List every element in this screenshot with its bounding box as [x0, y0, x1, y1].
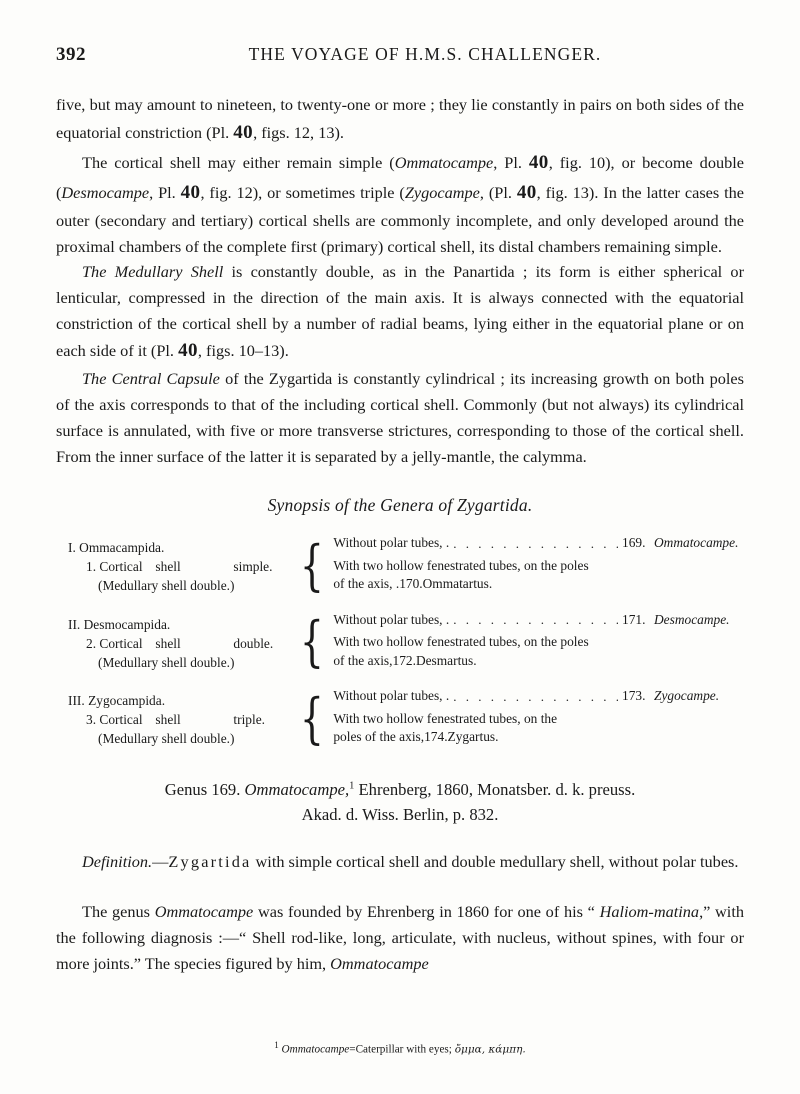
genus-name: Ommatocampe, — [244, 779, 350, 799]
p2-plate-3: 40 — [516, 181, 537, 203]
synopsis-subentry — [62, 557, 294, 576]
page-number: 392 — [56, 44, 86, 65]
synopsis-row — [333, 557, 738, 594]
synopsis-row-number: 171. — [622, 611, 646, 627]
synopsis-row-number: 174. — [424, 729, 448, 745]
synopsis-group-label — [62, 534, 294, 598]
p2-a: The cortical shell may either remain simple ( — [82, 152, 395, 172]
synopsis-sub-b: shell — [155, 559, 181, 575]
synopsis-row-ref — [622, 611, 738, 630]
leader-dots — [453, 616, 618, 629]
p1-text-b: , figs. 12, 13). — [253, 122, 344, 142]
genus-citation: Ehrenberg, 1860, Monatsber. d. k. preuss. — [354, 779, 636, 799]
p3-a: is constantly double, as in the Panartida ; its form is either spherical or lenticular, compressed in the direction of the main axis. It is always connected with the equatorial constriction of the cortical shell by a number of radial beams, lying either in the equatorial plane or on each side of it (Pl. — [56, 262, 744, 361]
synopsis-sub-c: triple. — [233, 712, 266, 728]
p1-plate-number: 40 — [233, 121, 254, 143]
p3-b: , figs. 10–13). — [197, 341, 289, 361]
curly-brace-icon: { — [299, 610, 324, 674]
synopsis-row-ref — [424, 728, 498, 747]
p4-a: of the Zygartida is constantly cylindrical ; its increasing growth on both poles of the axis corresponds to that of the including cortical shell. Commonly (but not always) its cylindrical surface is annulated, with five or more transverse strictures, corresponding to those of the cortical shell. From the inner surface of the latter it is separated by a jelly-mantle, the calymma. — [56, 369, 744, 466]
synopsis-row-ref — [399, 575, 492, 594]
synopsis-row-text: With two hollow fenestrated tubes, on the poles — [333, 634, 589, 650]
synopsis-sub-b: shell — [155, 712, 181, 728]
synopsis-row-text: Without polar tubes, . — [333, 535, 450, 551]
synopsis-row-text: Without polar tubes, . — [333, 611, 450, 627]
p2-c: , fig. 10), or become double ( — [56, 152, 744, 202]
leader-dots — [453, 540, 618, 553]
genus-heading-line-1 — [56, 777, 744, 802]
p2-plate-2: 40 — [180, 181, 201, 203]
definition-taxon: Zygartida — [168, 852, 252, 872]
synopsis-sub-number: 2. — [86, 635, 97, 651]
footnote-marker: 1 — [274, 1040, 279, 1051]
lp-group-2: matina — [653, 902, 700, 922]
body-text — [56, 92, 744, 469]
synopsis-row-text: Without polar tubes, . — [333, 688, 450, 704]
synopsis-row — [333, 611, 738, 630]
synopsis-group — [62, 534, 738, 598]
footnote — [0, 1040, 800, 1056]
synopsis-rows — [333, 611, 738, 675]
synopsis-sub-number: 1. — [86, 559, 97, 575]
synopsis-rows — [333, 534, 738, 598]
footnote-text: =Caterpillar with eyes; — [349, 1044, 455, 1056]
footnote-genus: Ommatocampe — [281, 1044, 350, 1056]
synopsis-row-genus: Ommatartus. — [422, 576, 493, 592]
synopsis-row-genus: Desmocampe. — [654, 611, 730, 627]
synopsis-row-ref — [393, 652, 477, 671]
lp-genus-2: Ommatocampe — [330, 953, 429, 973]
lp-group-1: Haliom- — [599, 902, 654, 922]
synopsis-row-text: With two hollow fenestrated tubes, on the poles — [333, 557, 589, 573]
synopsis-row-text2: of the axis, . — [333, 576, 400, 592]
lp-b: was founded by Ehrenberg in 1860 for one of his “ — [253, 902, 600, 922]
synopsis-row-genus: Desmartus. — [415, 652, 477, 668]
p2-d: , Pl. — [149, 182, 181, 202]
synopsis-row — [333, 633, 738, 670]
synopsis-rows — [333, 687, 738, 751]
synopsis-row — [333, 534, 738, 553]
synopsis-roman: II. Desmocampida. — [68, 616, 171, 632]
p2-genus-1: Ommatocampe — [394, 152, 494, 172]
synopsis-row-number: 169. — [622, 535, 646, 551]
synopsis-roman: III. Zygocampida. — [68, 693, 166, 709]
synopsis-row-ref — [622, 534, 738, 553]
paragraph-2 — [56, 148, 744, 260]
footnote-greek: ὄμμα, κάμπη. — [454, 1044, 526, 1056]
genus-heading — [56, 777, 744, 827]
paragraph-3 — [56, 259, 744, 366]
synopsis-roman: I. Ommacampida. — [68, 540, 165, 556]
synopsis-row-genus: Zygocampe. — [654, 688, 720, 704]
p2-genus-3: Zygocampe — [404, 182, 480, 202]
synopsis-sub-b: shell — [155, 635, 181, 651]
p4-heading-italic: The Central Capsule — [82, 369, 220, 389]
page-header — [56, 44, 744, 66]
synopsis-row-text2: poles of the axis, — [333, 729, 425, 745]
synopsis-row-line2 — [333, 575, 738, 594]
synopsis-group — [62, 687, 738, 751]
genus-label: Genus 169. — [164, 779, 245, 799]
definition-text: with simple cortical shell and double medullary shell, without polar tubes. — [251, 852, 739, 872]
synopsis-subentry — [62, 634, 294, 653]
synopsis-row-line2 — [333, 728, 738, 747]
synopsis-row-number: 172. — [392, 652, 416, 668]
synopsis-subentry — [62, 710, 294, 729]
synopsis-sub-a: Cortical — [99, 635, 143, 651]
p3-heading-italic: The Medullary Shell — [82, 262, 224, 282]
synopsis-group-label — [62, 611, 294, 675]
last-paragraph — [56, 899, 744, 976]
p1-text-a: five, but may amount to nineteen, to twenty-one or more ; they lie constantly in pairs on both sides of the equatorial constriction (Pl. — [56, 95, 744, 142]
synopsis-table — [62, 534, 738, 751]
synopsis-row — [333, 710, 738, 747]
p2-g: , fig. 13). In the latter cases the outer (secondary and tertiary) cortical shells are commonly incomplete, and only developed around the proximal chambers of the complete first (primary) cortical shell, its distal chambers remaining simple. — [56, 182, 745, 256]
genus-heading-line-2: Akad. d. Wiss. Berlin, p. 832. — [301, 805, 499, 825]
synopsis-note: (Medullary shell double.) — [98, 654, 235, 670]
leader-dots — [453, 693, 618, 706]
document-page — [0, 44, 800, 1094]
curly-brace-icon: { — [299, 533, 324, 597]
synopsis-row — [333, 687, 738, 706]
synopsis-sub-c: double. — [233, 635, 274, 651]
synopsis-sub-c: simple. — [233, 559, 273, 575]
synopsis-row-number: 170. — [399, 576, 423, 592]
synopsis-sub-a: Cortical — [99, 559, 143, 575]
synopsis-row-ref — [622, 687, 738, 706]
p2-genus-2: Desmocampe — [61, 182, 150, 202]
synopsis-group-label — [62, 687, 294, 751]
synopsis-group — [62, 611, 738, 675]
footnote-marker: 1 — [349, 780, 355, 792]
synopsis-row-text2: of the axis, — [333, 652, 393, 668]
synopsis-note: (Medullary shell double.) — [98, 731, 235, 747]
p2-plate-1: 40 — [528, 151, 549, 173]
running-title: THE VOYAGE OF H.M.S. CHALLENGER. — [248, 44, 602, 64]
p2-b: , Pl. — [493, 152, 529, 172]
definition-label: Definition. — [82, 852, 153, 872]
synopsis-row-genus: Ommatocampe. — [654, 535, 739, 551]
paragraph-4 — [56, 366, 744, 469]
p2-e: , fig. 12), or sometimes triple ( — [200, 182, 405, 202]
lp-a: The genus — [82, 902, 155, 922]
synopsis-title: Synopsis of the Genera of Zygartida. — [267, 495, 533, 516]
p3-plate: 40 — [178, 340, 198, 362]
synopsis-sub-a: Cortical — [99, 712, 143, 728]
curly-brace-icon: { — [299, 686, 324, 750]
definition-dash: — — [152, 852, 169, 872]
synopsis-row-genus: Zygartus. — [447, 729, 499, 745]
definition-paragraph — [56, 849, 744, 875]
p2-f: , (Pl. — [479, 182, 517, 202]
synopsis-row-line2 — [333, 652, 738, 671]
synopsis-sub-number: 3. — [86, 712, 97, 728]
lp-c: ,” with the following diagnosis :—“ Shell rod-like, long, articulate, with nucleus, without spines, with four or more joints.” The species figured by him, — [56, 902, 744, 973]
synopsis-row-number: 173. — [622, 688, 646, 704]
synopsis-row-text: With two hollow fenestrated tubes, on the — [333, 710, 558, 726]
lp-genus-1: Ommatocampe — [154, 902, 254, 922]
synopsis-note: (Medullary shell double.) — [98, 578, 235, 594]
paragraph-1 — [56, 92, 744, 148]
